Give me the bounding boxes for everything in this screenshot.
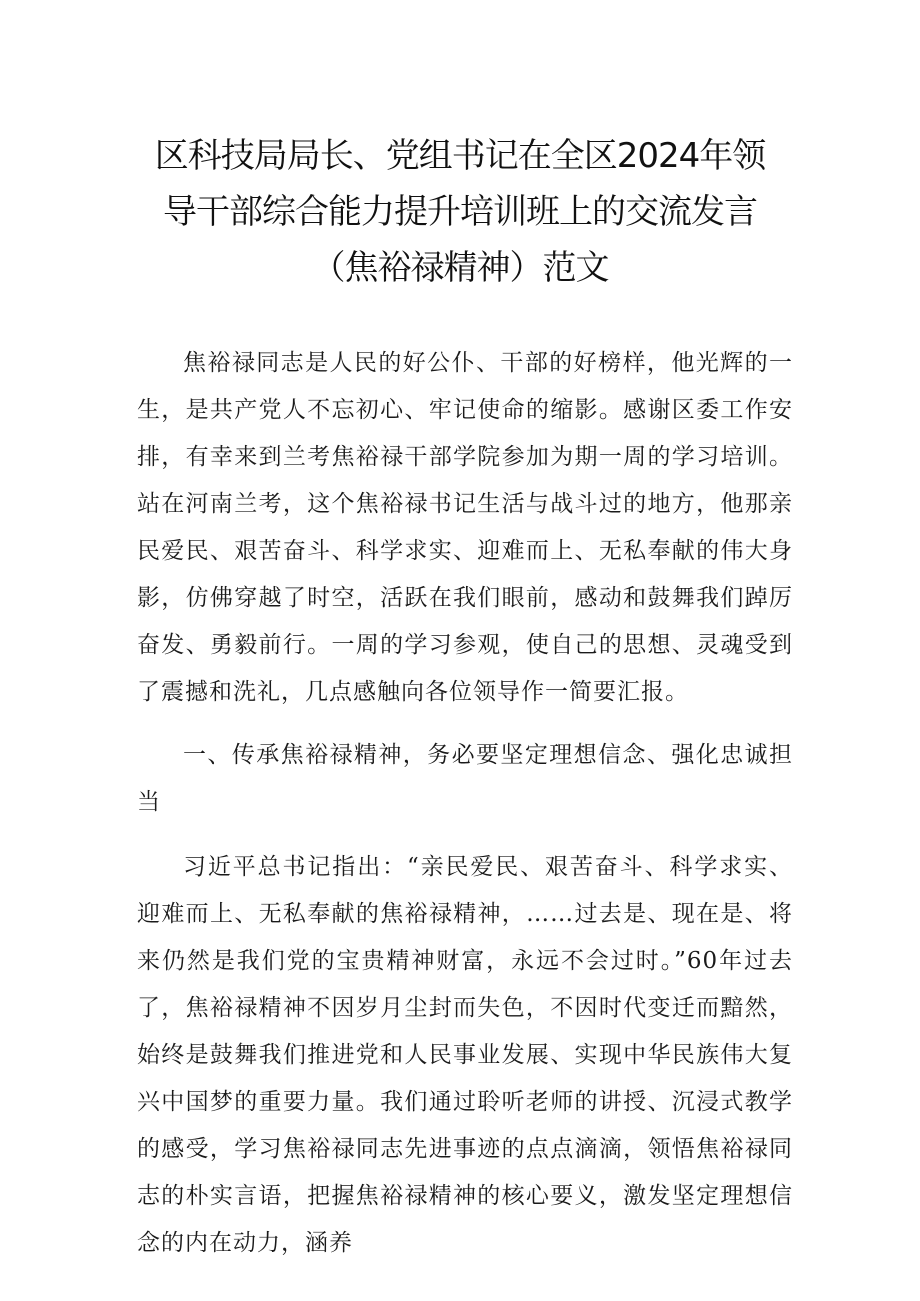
body-paragraph: 习近平总书记指出：“亲民爱民、艰苦奋斗、科学求实、迎难而上、无私奉献的焦裕禄精神，……过去是、现在是、将来仍然是我们党的宝贵精神财富，永远不会过时。”60年过去了，焦裕禄精神不因岁月尘封而失色，不因时代变迁而黯然，始终是鼓舞我们推进党和人民事业发展、实现中华民族伟大复兴中国梦的重要力量。我们通过聆听老师的讲授、沉浸式教学的感受，学习焦裕禄同志先进事迹的点点滴滴，领悟焦裕禄同志的朴实言语，把握焦裕禄精神的核心要义，激发坚定理想信念的内在动力，涵养 [137,854,793,1256]
document-title [130,128,790,296]
title-line-1: 区科技局局长、党组书记在全区2024年领 [154,136,766,176]
title-line-3: （焦裕禄精神）范文 [311,248,609,288]
section-heading-1: 一、传承焦裕禄精神，务必要坚定理想信念、强化忠诚担当 [137,742,793,815]
document-body [137,340,793,1267]
title-line-2: 导干部综合能力提升培训班上的交流发言 [163,192,757,232]
intro-paragraph: 焦裕禄同志是人民的好公仆、干部的好榜样，他光辉的一生，是共产党人不忘初心、牢记使命的缩影。感谢区委工作安排，有幸来到兰考焦裕禄干部学院参加为期一周的学习培训。站在河南兰考，这个焦裕禄书记生活与战斗过的地方，他那亲民爱民、艰苦奋斗、科学求实、迎难而上、无私奉献的伟大身影，仿佛穿越了时空，活跃在我们眼前，感动和鼓舞我们踔厉奋发、勇毅前行。一周的学习参观，使自己的思想、灵魂受到了震撼和洗礼，几点感触向各位领导作一简要汇报。 [137,350,793,705]
